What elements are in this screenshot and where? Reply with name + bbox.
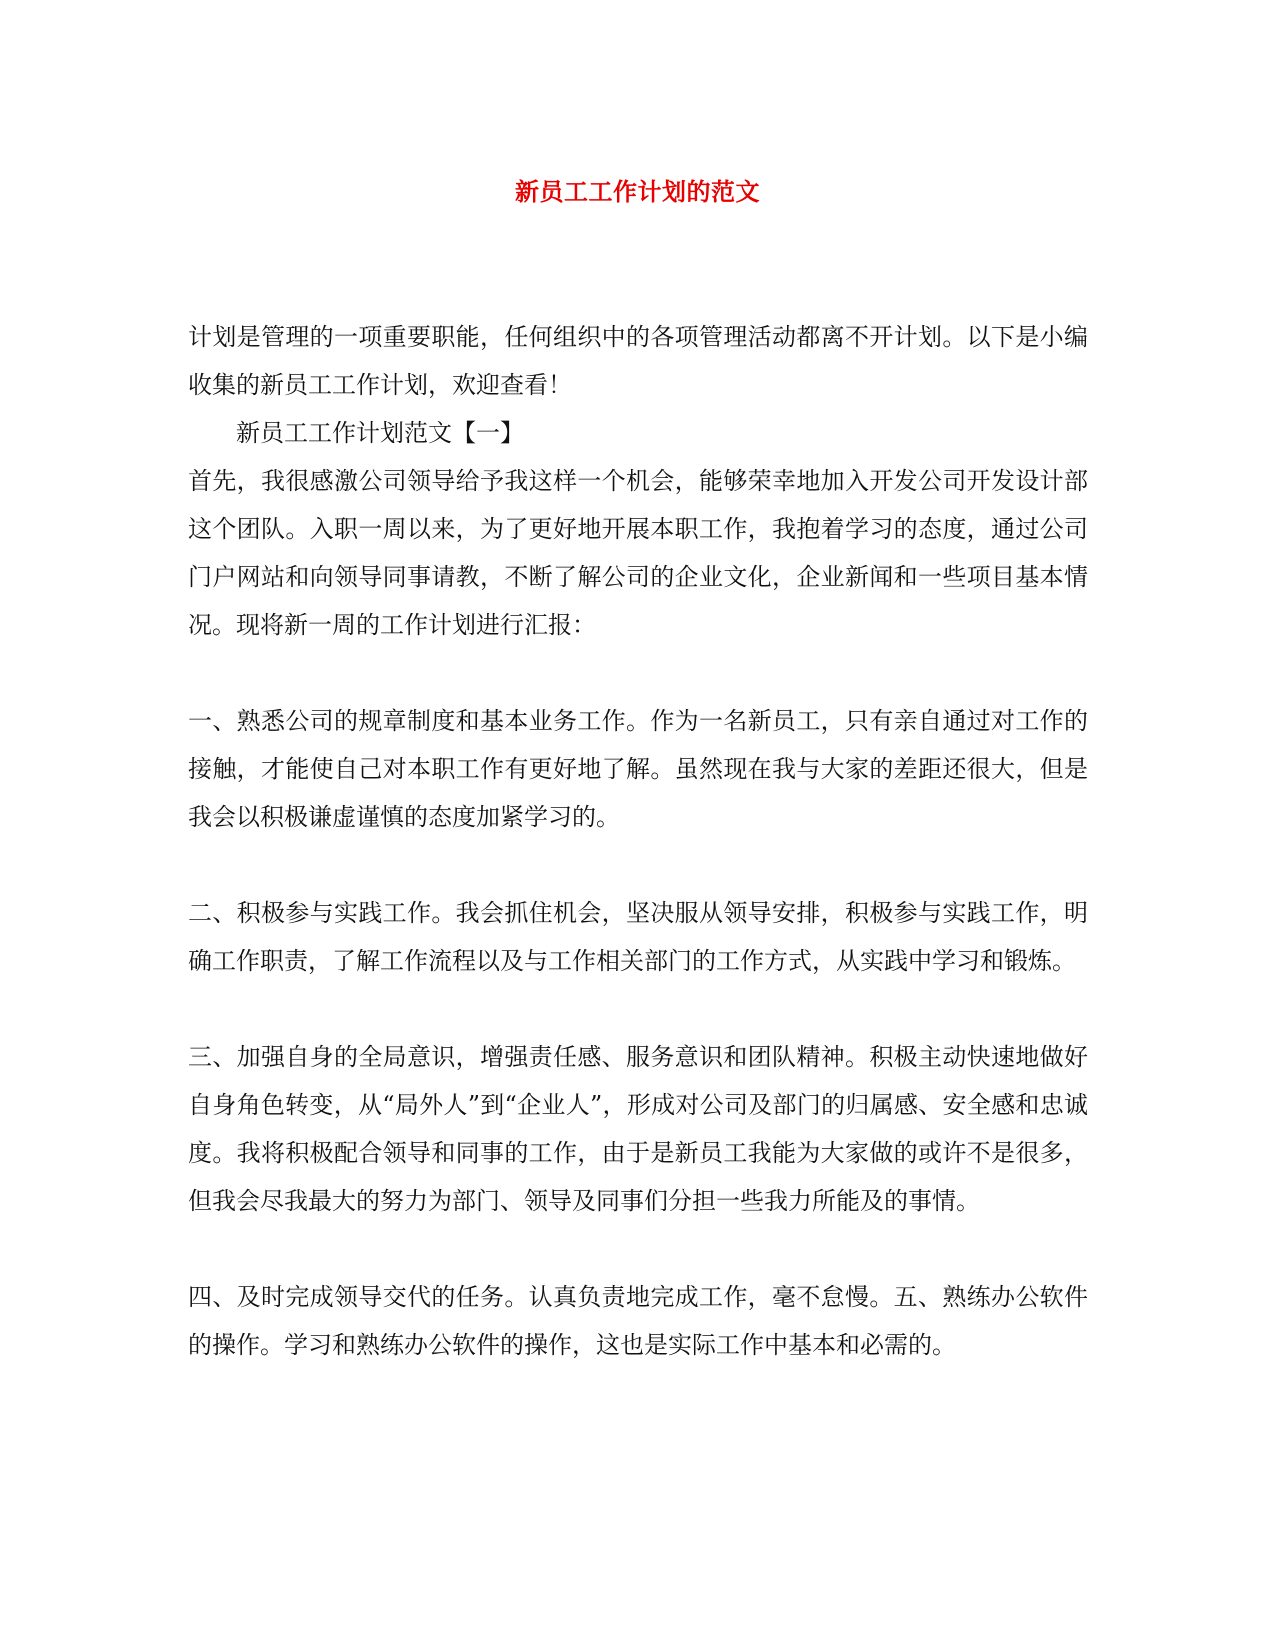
intro-paragraph: 计划是管理的一项重要职能，任何组织中的各项管理活动都离不开计划。以下是小编收集的新员工工作计划，欢迎查看！ xyxy=(188,323,1088,399)
list-item-4: 四、及时完成领导交代的任务。认真负责地完成工作，毫不怠慢。五、熟练办公软件的操作。学习和熟练办公软件的操作，这也是实际工作中基本和必需的。 xyxy=(188,1283,1088,1359)
list-item-1: 一、熟悉公司的规章制度和基本业务工作。作为一名新员工，只有亲自通过对工作的接触，才能使自己对本职工作有更好地了解。虽然现在我与大家的差距还很大，但是我会以积极谦虚谨慎的态度加紧学习的。 xyxy=(188,707,1088,831)
section-heading: 新员工工作计划范文【一】 xyxy=(236,419,524,447)
document-body xyxy=(188,313,1088,1369)
document-title: 新员工工作计划的范文 xyxy=(515,177,760,206)
list-item-3: 三、加强自身的全局意识，增强责任感、服务意识和团队精神。积极主动快速地做好自身角色转变，从“局外人”到“企业人”，形成对公司及部门的归属感、安全感和忠诚度。我将积极配合领导和同事的工作，由于是新员工我能为大家做的或许不是很多，但我会尽我最大的努力为部门、领导及同事们分担一些我力所能及的事情。 xyxy=(188,1043,1088,1215)
body-paragraph: 首先，我很感激公司领导给予我这样一个机会，能够荣幸地加入开发公司开发设计部这个团队。入职一周以来，为了更好地开展本职工作，我抱着学习的态度，通过公司门户网站和向领导同事请教，不断了解公司的企业文化，企业新闻和一些项目基本情况。现将新一周的工作计划进行汇报： xyxy=(188,467,1088,639)
list-item-2: 二、积极参与实践工作。我会抓住机会，坚决服从领导安排，积极参与实践工作，明确工作职责，了解工作流程以及与工作相关部门的工作方式，从实践中学习和锻炼。 xyxy=(188,899,1088,975)
